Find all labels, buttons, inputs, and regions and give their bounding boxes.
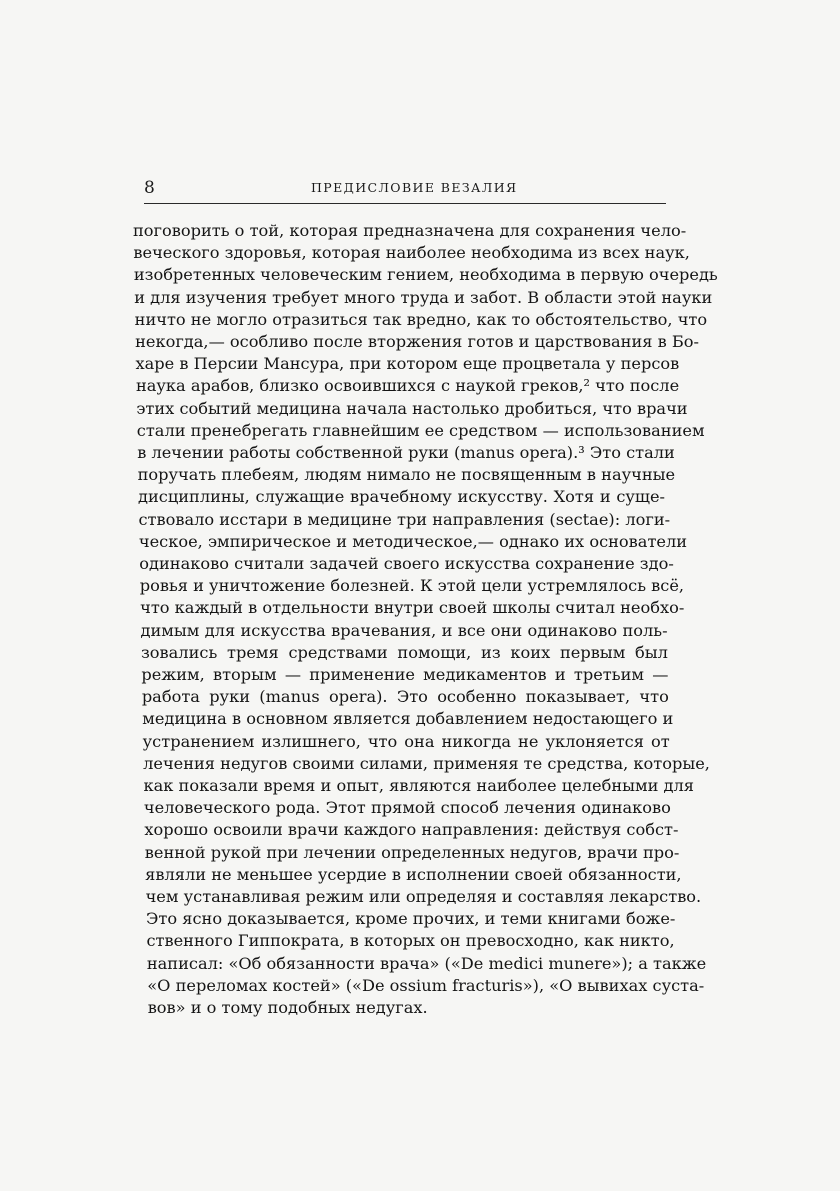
text-line: что каждый в отдельности внутри своей школы считал необхо- (140, 598, 685, 618)
text-line: человеческого рода. Этот прямой способ лечения одинаково (143, 798, 671, 818)
text-line: Это ясно доказывается, кроме прочих, и теми книгами боже- (146, 909, 676, 929)
text-line: харе в Персии Мансура, при котором еще процветала у персов (135, 354, 680, 374)
page-number: 8 (144, 178, 155, 198)
text-line: венной рукой при лечении определенных недугов, врачи про- (144, 842, 680, 862)
page-header (144, 178, 672, 200)
text-line: являли не меньшее усердие в исполнении своей обязанности, (145, 864, 682, 884)
text-line: ничто не могло отразиться так вредно, как то обстоятельство, что (134, 309, 708, 329)
text-line: зовались тремя средствами помощи, из коих первым был (140, 642, 668, 662)
text-line: ческое, эмпирическое и методическое,— однако их основатели (138, 531, 688, 551)
text-line: работа руки (manus opera). Это особенно показывает, что (141, 687, 669, 707)
text-line: поговорить о той, которая предназначена для сохранения чело- (133, 221, 687, 240)
text-line: стали пренебрегать главнейшим ее средством — использованием (136, 420, 705, 440)
text-line: устранением излишнего, что она никогда не уклоняется от (142, 731, 670, 751)
text-line: наука арабов, близко освоившихся с наукой греков,² что после (135, 376, 680, 396)
text-line: димым для искусства врачевания, и все они одинаково поль- (140, 620, 668, 640)
text-line: медицина в основном является добавлением недостающего и (142, 709, 674, 729)
text-line: некогда,— особливо после вторжения готов и царствования в Бо- (135, 332, 699, 351)
text-line: в лечении работы собственной руки (manus opera).³ Это стали (137, 443, 675, 462)
text-line: написал: «Об обязанности врача» («De medici munere»); а также (146, 953, 707, 973)
text-line: изобретенных человеческим гением, необходима в первую очередь (133, 265, 718, 285)
text-line: и для изучения требует много труда и забот. В области этой науки (134, 287, 713, 307)
text-line: как показали время и опыт, являются наиболее целебными для (143, 776, 694, 795)
text-line: этих событий медицина начала настолько дробиться, что врачи (136, 398, 688, 418)
text-line: одинаково считали задачей своего искусства сохранение здо- (139, 554, 674, 573)
text-line: ствовало исстари в медицине три направления (sectae): логи- (138, 509, 671, 529)
text-line: веческого здоровья, которая наиболее необходима из всех наук, (133, 243, 690, 263)
text-line: поручать плебеям, людям нимало не посвященным в научные (137, 465, 676, 485)
running-title: ПРЕДИСЛОВИЕ ВЕЗАЛИЯ (311, 180, 518, 195)
text-line: режим, вторым — применение медикаментов и третьим — (141, 665, 669, 684)
text-line: ровья и уничтожение болезней. К этой цели устремлялось всё, (139, 576, 685, 596)
text-line: хорошо освоили врачи каждого направления: действуя собст- (144, 820, 679, 840)
text-line: лечения недугов своими силами, применяя те средства, которые, (143, 753, 710, 773)
text-line: дисциплины, служащие врачебному искусству. Хотя и суще- (138, 487, 666, 507)
text-line: ственного Гиппократа, в которых он превосходно, как никто, (146, 931, 675, 951)
text-line: «О переломах костей» («De ossium fracturis»), «О вывихах суста- (147, 975, 705, 995)
header-rule (144, 203, 666, 204)
text-line: чем устанавливая режим или определяя и составляя лекарство. (145, 887, 702, 906)
text-line: вов» и о тому подобных недугах. (147, 998, 428, 1017)
